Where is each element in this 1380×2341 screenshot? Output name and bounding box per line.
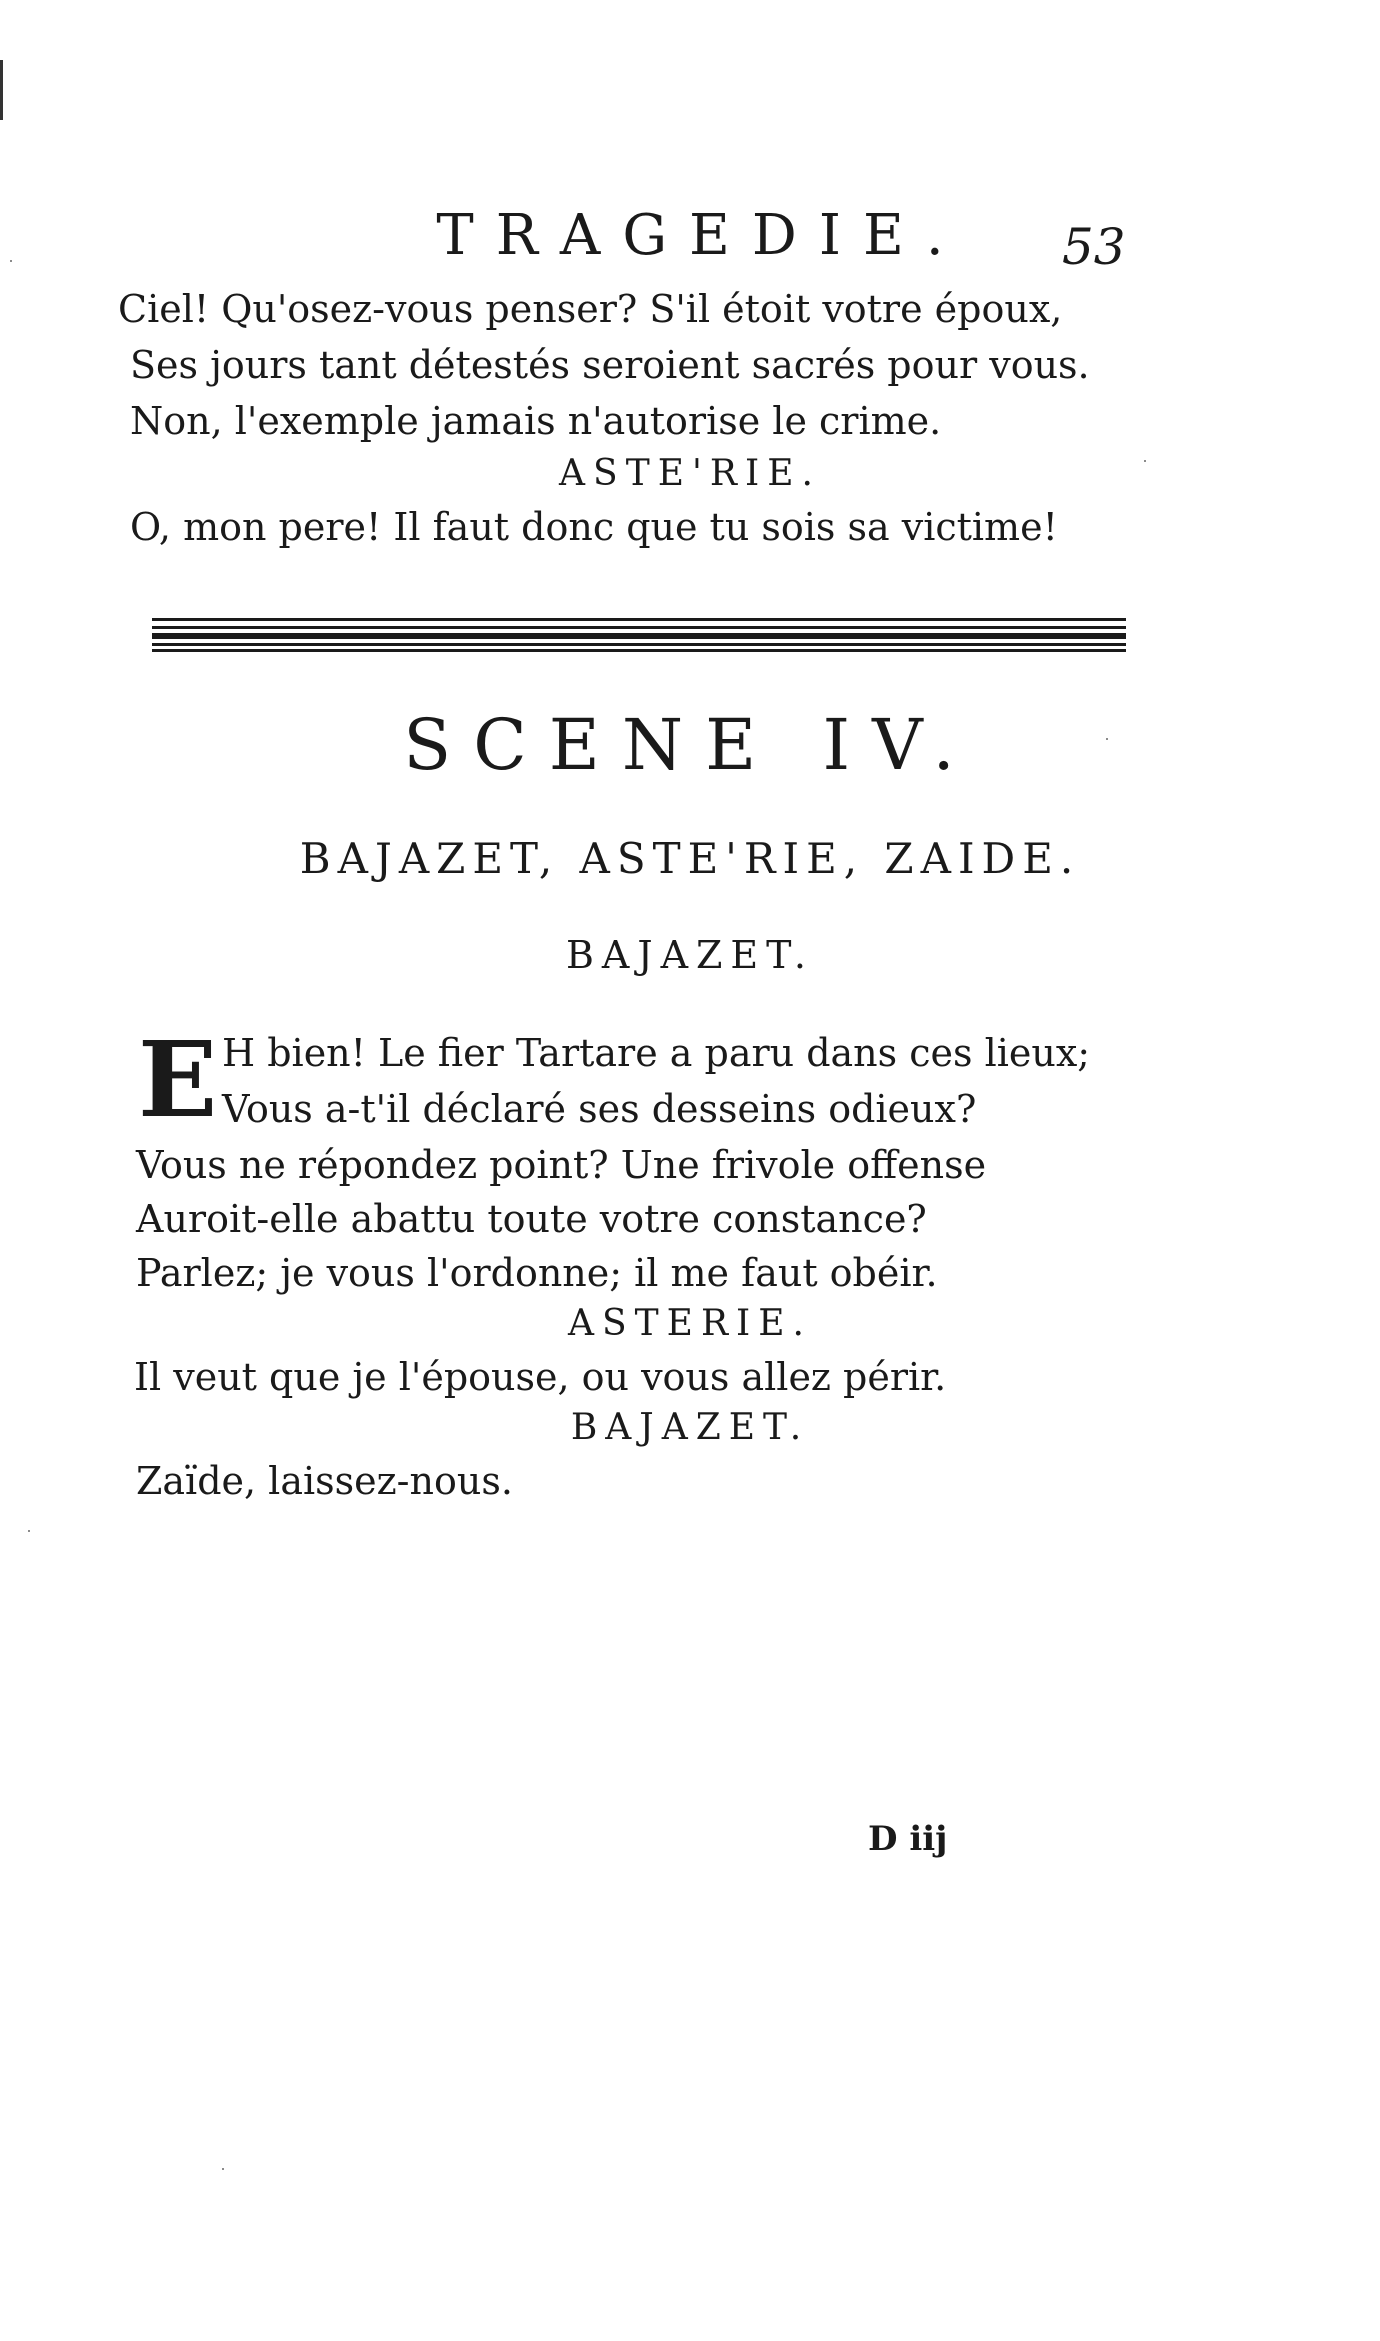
speaker-name: BAJAZET. (565, 933, 815, 977)
verse-line: Vous ne répondez point? Une frivole offense (136, 1143, 987, 1187)
scene-title: SCENE IV. (403, 704, 977, 786)
verse-line: Parlez; je vous l'ordonne; il me faut obéir. (136, 1251, 938, 1295)
paper-speck (1106, 738, 1108, 740)
cast-list: BAJAZET, ASTE'RIE, ZAIDE. (299, 834, 1081, 883)
verse-line: O, mon pere! Il faut donc que tu sois sa victime! (130, 505, 1058, 549)
speaker-name: BAJAZET. (570, 1407, 810, 1448)
speaker-name: ASTE'RIE. (559, 453, 821, 494)
verse-line: Vous a-t'il déclaré ses desseins odieux? (222, 1087, 977, 1131)
running-head: TRAGEDIE. (436, 203, 966, 268)
verse-line: Ciel! Qu'osez-vous penser? S'il étoit votre époux, (118, 287, 1063, 331)
page-number: 53 (1062, 218, 1126, 276)
verse-line: Ses jours tant détestés seroient sacrés pour vous. (130, 343, 1090, 387)
verse-line: Zaïde, laissez-nous. (136, 1459, 513, 1503)
margin-mark (0, 60, 3, 120)
paper-speck (10, 260, 12, 262)
paper-speck (1144, 460, 1146, 462)
verse-line: Il veut que je l'épouse, ou vous allez périr. (134, 1355, 947, 1399)
verse-line: Auroit-elle abattu toute votre constance? (136, 1197, 927, 1241)
signature-mark: D iij (868, 1819, 948, 1859)
drop-cap: E (138, 1018, 218, 1141)
verse-line: H bien! Le fier Tartare a paru dans ces lieux; (222, 1031, 1091, 1075)
verse-line: Non, l'exemple jamais n'autorise le crime. (130, 399, 942, 443)
speaker-name: ASTERIE. (568, 1303, 812, 1344)
paper-speck (28, 1530, 30, 1532)
scene-divider-rule (152, 618, 1126, 652)
paper-speck (222, 2168, 224, 2170)
